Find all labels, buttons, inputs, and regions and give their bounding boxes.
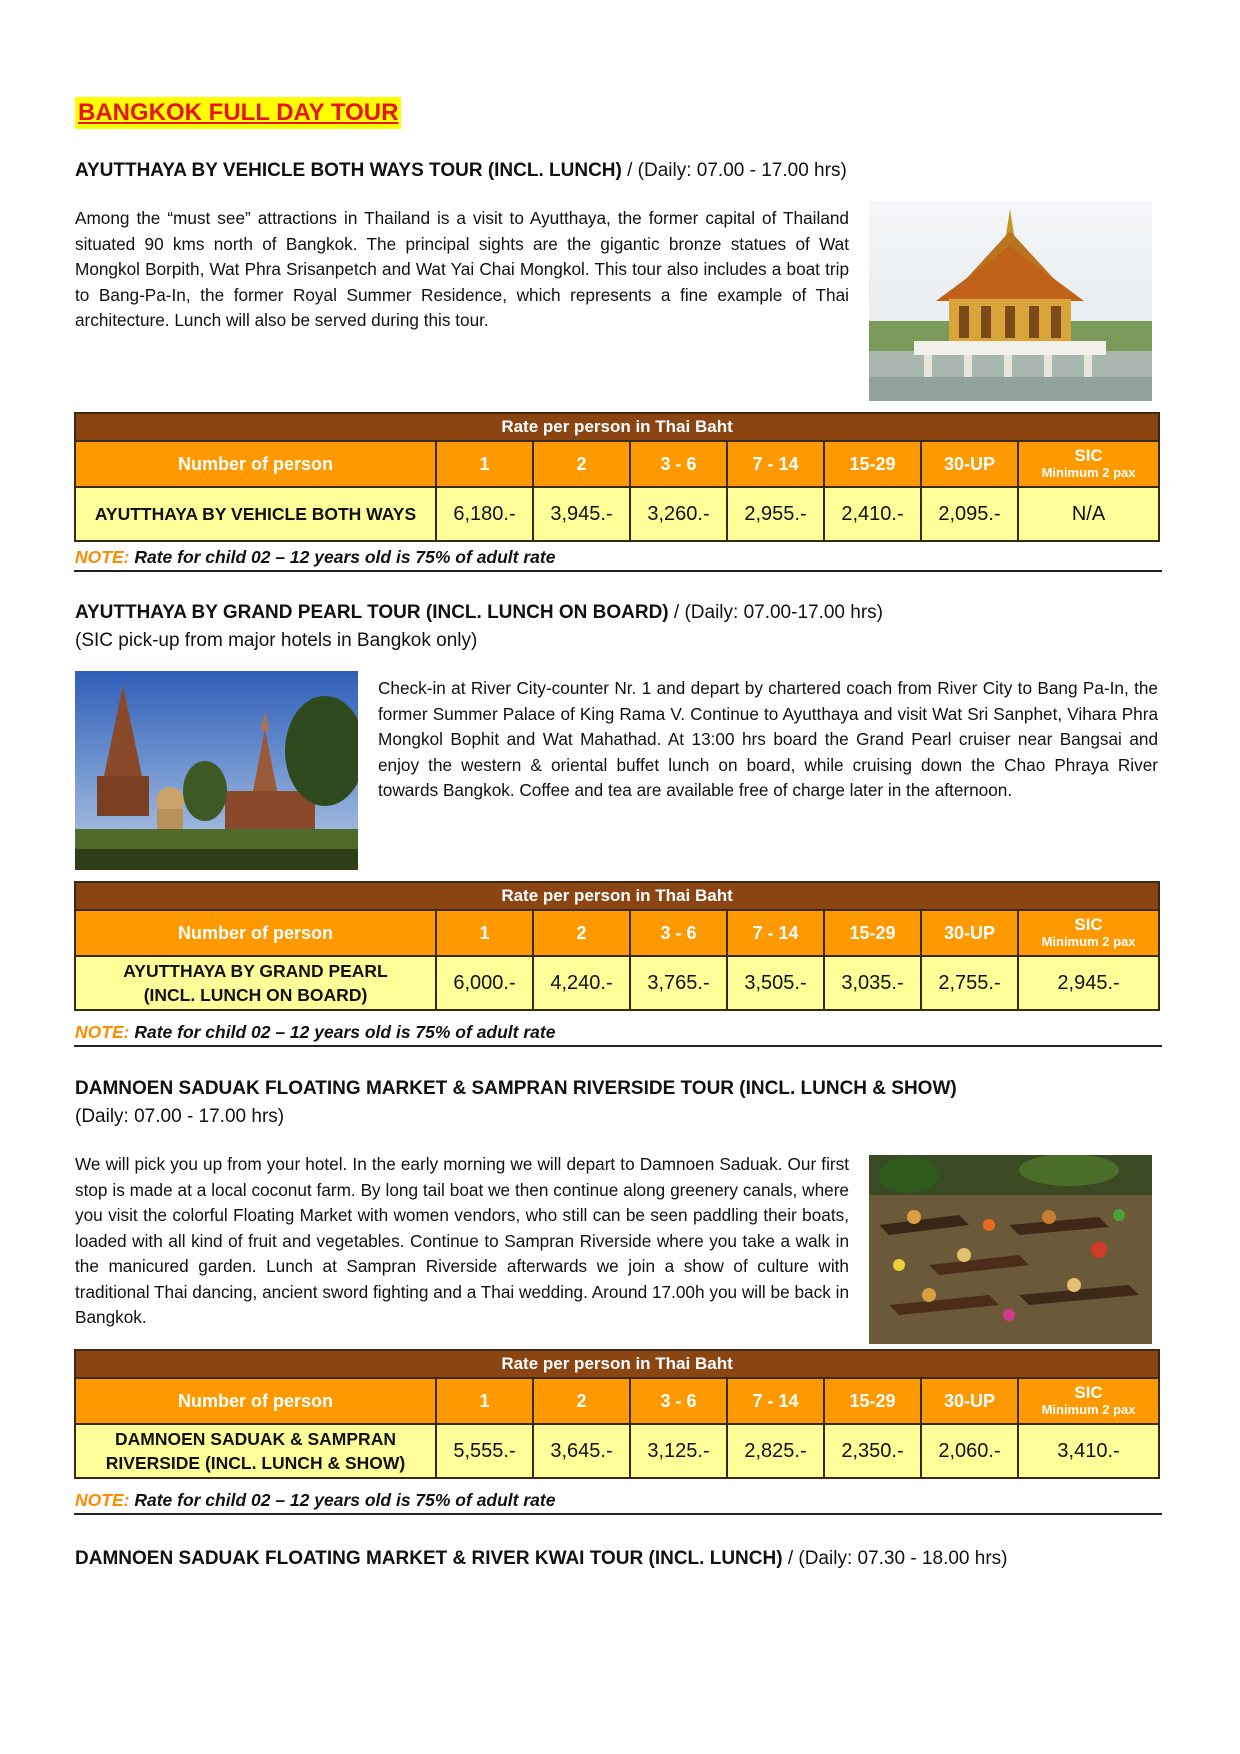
row-tour-name (75, 956, 436, 1010)
rate-cell: 3,125.- (630, 1424, 727, 1478)
row-tour-name-line-1: AYUTTHAYA BY GRAND PEARL (123, 961, 388, 981)
tour-1-heading (75, 158, 847, 184)
col-group: 3 - 6 (630, 910, 727, 956)
rate-cell: 3,035.- (824, 956, 921, 1010)
floating-market-photo (869, 1155, 1152, 1344)
col-sic (1018, 441, 1159, 487)
child-rate-note (75, 545, 555, 569)
col-group: 3 - 6 (630, 441, 727, 487)
col-group: 2 (533, 910, 630, 956)
rate-table-3 (74, 1349, 1160, 1479)
sic-minimum: Minimum 2 pax (1041, 465, 1136, 480)
col-group: 3 - 6 (630, 1378, 727, 1424)
col-group: 1 (436, 1378, 533, 1424)
rate-header: Rate per person in Thai Baht (75, 882, 1159, 910)
note-text: Rate for child 02 – 12 years old is 75% of adult rate (134, 1022, 556, 1042)
tour-4-heading (75, 1546, 1007, 1572)
rate-cell: 2,955.- (727, 487, 824, 541)
note-label: NOTE: (75, 1490, 130, 1510)
sic-minimum: Minimum 2 pax (1041, 1402, 1136, 1417)
tour-2-schedule: / (Daily: 07.00-17.00 hrs) (668, 602, 883, 623)
rate-cell: 3,410.- (1018, 1424, 1159, 1478)
note-text: Rate for child 02 – 12 years old is 75% of adult rate (134, 547, 556, 567)
sic-label: SIC (1074, 446, 1103, 465)
section-divider (74, 570, 1162, 572)
rate-cell: 2,945.- (1018, 956, 1159, 1010)
col-number-of-person: Number of person (75, 1378, 436, 1424)
col-group: 2 (533, 1378, 630, 1424)
note-text: Rate for child 02 – 12 years old is 75% of adult rate (134, 1490, 556, 1510)
rate-cell: 2,825.- (727, 1424, 824, 1478)
note-label: NOTE: (75, 547, 130, 567)
rate-cell: 3,945.- (533, 487, 630, 541)
sic-label: SIC (1074, 1383, 1103, 1402)
col-sic (1018, 1378, 1159, 1424)
rate-cell: 2,060.- (921, 1424, 1018, 1478)
tour-2-subtitle: (SIC pick-up from major hotels in Bangkok only) (75, 630, 478, 651)
rate-header: Rate per person in Thai Baht (75, 413, 1159, 441)
col-group: 15-29 (824, 1378, 921, 1424)
note-label: NOTE: (75, 1022, 130, 1042)
tour-2-heading (75, 600, 883, 626)
rate-cell: 4,240.- (533, 956, 630, 1010)
row-tour-name-line-2: RIVERSIDE (INCL. LUNCH & SHOW) (105, 1453, 406, 1473)
col-group: 15-29 (824, 910, 921, 956)
rate-table-1 (74, 412, 1160, 542)
col-group: 1 (436, 441, 533, 487)
row-tour-name: AYUTTHAYA BY VEHICLE BOTH WAYS (75, 487, 436, 541)
rate-cell: 5,555.- (436, 1424, 533, 1478)
rate-cell: 2,350.- (824, 1424, 921, 1478)
rate-cell: 6,000.- (436, 956, 533, 1010)
col-group: 30-UP (921, 441, 1018, 487)
tour-3-description: We will pick you up from your hotel. In the early morning we will depart to Damnoen Saduak. Our first stop is made at a local coconut farm. By long tail boat we then continue along greenery canals, where you visit the colorful Floating Market with women vendors, who still can be seen paddling their boats, loaded with all kind of fruit and vegetables. Continue to Sampran Riverside where you take a walk in the manicured garden. Lunch at Sampran Riverside afterwards we join a show of culture with traditional Thai dancing, ancient sword fighting and a Thai wedding. Around 17.00h you will be back in Bangkok. (75, 1154, 849, 1327)
col-group: 7 - 14 (727, 1378, 824, 1424)
tour-3-heading (75, 1076, 957, 1102)
col-number-of-person: Number of person (75, 441, 436, 487)
col-group: 30-UP (921, 910, 1018, 956)
rate-cell: 2,410.- (824, 487, 921, 541)
tour-3-subtitle: (Daily: 07.00 - 17.00 hrs) (75, 1106, 285, 1127)
col-group: 30-UP (921, 1378, 1018, 1424)
tour-4-title: DAMNOEN SADUAK FLOATING MARKET & RIVER KWAI TOUR (INCL. LUNCH) (75, 1548, 783, 1569)
row-tour-name-line-2: (INCL. LUNCH ON BOARD) (143, 985, 368, 1005)
child-rate-note (75, 1020, 555, 1044)
section-divider (74, 1045, 1162, 1047)
section-divider (74, 1513, 1162, 1515)
page-title: BANGKOK FULL DAY TOUR (75, 97, 401, 129)
sic-label: SIC (1074, 915, 1103, 934)
child-rate-note (75, 1488, 555, 1512)
rate-cell: 3,645.- (533, 1424, 630, 1478)
rate-cell: 3,505.- (727, 956, 824, 1010)
row-tour-name-line-1: DAMNOEN SADUAK & SAMPRAN (115, 1429, 396, 1449)
rate-cell: 3,260.- (630, 487, 727, 541)
tour-3-title: DAMNOEN SADUAK FLOATING MARKET & SAMPRAN RIVERSIDE TOUR (INCL. LUNCH & SHOW) (75, 1078, 957, 1099)
tour-1-title: AYUTTHAYA BY VEHICLE BOTH WAYS TOUR (INCL. LUNCH) (75, 160, 622, 181)
col-group: 7 - 14 (727, 910, 824, 956)
rate-cell: 3,765.- (630, 956, 727, 1010)
rate-cell: N/A (1018, 487, 1159, 541)
thai-pavilion-photo (869, 201, 1152, 401)
rate-cell: 6,180.- (436, 487, 533, 541)
tour-2-description: Check-in at River City-counter Nr. 1 and depart by chartered coach from River City to Bang Pa-In, the former Summer Palace of King Rama V. Continue to Ayutthaya and visit Wat Sri Sanphet, Vihara Phra Mongkol Bophit and Wat Mahathad. At 13:00 hrs board the Grand Pearl cruiser near Bangsai and enjoy the western & oriental buffet lunch on board, while cruising down the Chao Phraya River towards Bangkok. Coffee and tea are available free of charge later in the afternoon. (378, 678, 1158, 800)
ayutthaya-ruins-photo (75, 671, 358, 870)
tour-1-schedule: / (Daily: 07.00 - 17.00 hrs) (621, 160, 847, 181)
tour-1-description: Among the “must see” attractions in Thailand is a visit to Ayutthaya, the former capital of Thailand situated 90 kms north of Bangkok. The principal sights are the gigantic bronze statues of Wat Mongkol Borpith, Wat Phra Srisanpetch and Wat Yai Chai Mongkol. This tour also includes a boat trip to Bang-Pa-In, the former Royal Summer Residence, which represents a fine example of Thai architecture. Lunch will also be served during this tour. (75, 208, 849, 330)
rate-header: Rate per person in Thai Baht (75, 1350, 1159, 1378)
rate-table-2 (74, 881, 1160, 1011)
row-tour-name (75, 1424, 436, 1478)
col-number-of-person: Number of person (75, 910, 436, 956)
col-group: 2 (533, 441, 630, 487)
tour-4-schedule: / (Daily: 07.30 - 18.00 hrs) (782, 1548, 1008, 1569)
col-group: 15-29 (824, 441, 921, 487)
rate-cell: 2,095.- (921, 487, 1018, 541)
sic-minimum: Minimum 2 pax (1041, 934, 1136, 949)
col-sic (1018, 910, 1159, 956)
rate-cell: 2,755.- (921, 956, 1018, 1010)
col-group: 7 - 14 (727, 441, 824, 487)
col-group: 1 (436, 910, 533, 956)
tour-2-title: AYUTTHAYA BY GRAND PEARL TOUR (INCL. LUNCH ON BOARD) (75, 602, 669, 623)
